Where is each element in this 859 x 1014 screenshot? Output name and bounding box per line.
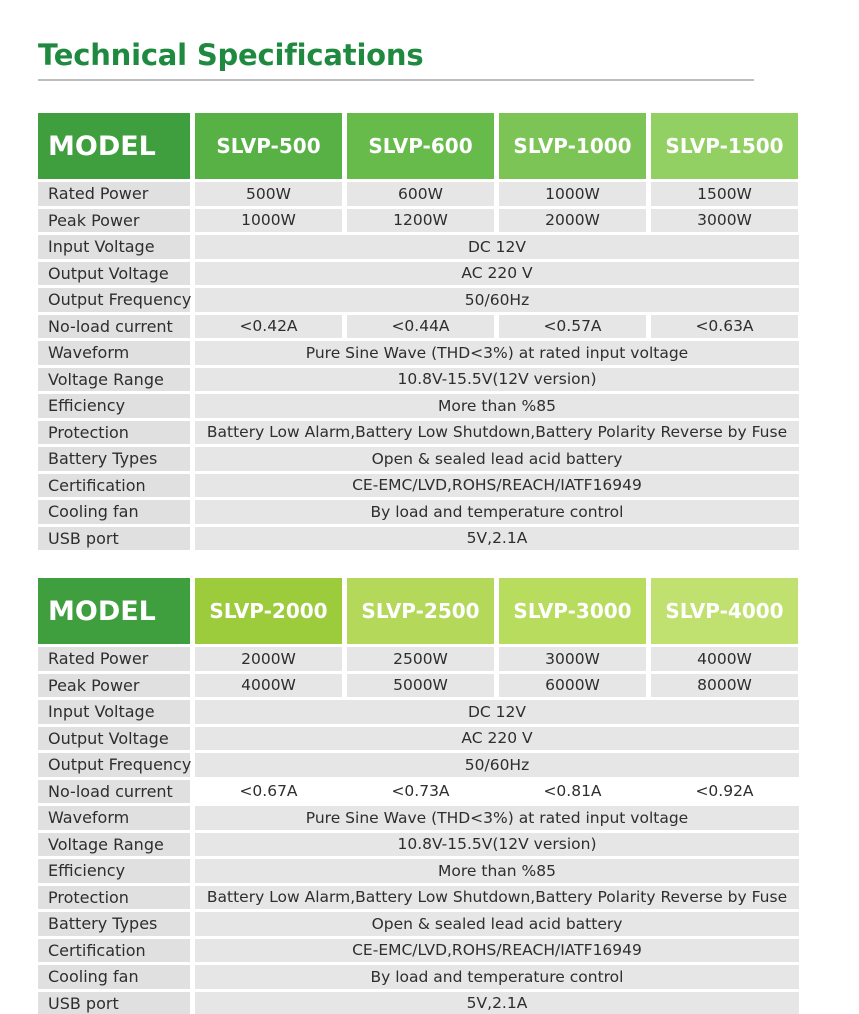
cell-value: <0.44A — [347, 315, 494, 339]
cell-value: More than %85 — [195, 394, 799, 418]
cell-value: 500W — [195, 182, 342, 206]
row-protection — [38, 886, 799, 910]
model-header-cell: SLVP-600 — [347, 113, 494, 179]
cell-value: 5000W — [347, 674, 494, 698]
cell-value: <0.92A — [651, 780, 798, 804]
row-label: Peak Power — [38, 209, 190, 233]
row-output-frequency — [38, 288, 799, 312]
row-label: No-load current — [38, 780, 190, 804]
cell-value: <0.67A — [195, 780, 342, 804]
row-label: Rated Power — [38, 182, 190, 206]
row-label: Waveform — [38, 341, 190, 365]
cell-value: <0.81A — [499, 780, 646, 804]
cell-value: CE-EMC/LVD,ROHS/REACH/IATF16949 — [195, 474, 799, 498]
row-label: Output Voltage — [38, 727, 190, 751]
cell-value: 4000W — [195, 674, 342, 698]
model-header: MODEL — [38, 578, 190, 644]
row-label: No-load current — [38, 315, 190, 339]
cell-value: <0.63A — [651, 315, 798, 339]
cell-value: 6000W — [499, 674, 646, 698]
row-waveform — [38, 341, 799, 365]
row-label: USB port — [38, 992, 190, 1014]
row-label: Battery Types — [38, 912, 190, 936]
cell-value: 10.8V-15.5V(12V version) — [195, 833, 799, 857]
row-no-load-current — [38, 315, 799, 339]
row-voltage-range — [38, 368, 799, 392]
row-efficiency — [38, 394, 799, 418]
row-efficiency — [38, 859, 799, 883]
cell-value: Battery Low Alarm,Battery Low Shutdown,Battery Polarity Reverse by Fuse — [195, 421, 799, 445]
cell-value: By load and temperature control — [195, 500, 799, 524]
row-output-frequency — [38, 753, 799, 777]
spec-table-1 — [38, 113, 799, 553]
row-label: USB port — [38, 527, 190, 551]
cell-value: 4000W — [651, 647, 798, 671]
cell-value: DC 12V — [195, 700, 799, 724]
row-label: Output Frequency — [38, 753, 190, 777]
row-input-voltage — [38, 700, 799, 724]
row-label: Certification — [38, 939, 190, 963]
row-label: Cooling fan — [38, 500, 190, 524]
cell-value: 1000W — [195, 209, 342, 233]
cell-value: <0.57A — [499, 315, 646, 339]
table-header-row — [38, 113, 799, 179]
row-label: Battery Types — [38, 447, 190, 471]
model-header: MODEL — [38, 113, 190, 179]
page-title: Technical Specifications — [38, 38, 424, 72]
cell-value: 3000W — [651, 209, 798, 233]
row-peak-power — [38, 674, 799, 698]
cell-value: More than %85 — [195, 859, 799, 883]
row-waveform — [38, 806, 799, 830]
cell-value: AC 220 V — [195, 262, 799, 286]
row-rated-power — [38, 647, 799, 671]
cell-value: <0.42A — [195, 315, 342, 339]
cell-value: 8000W — [651, 674, 798, 698]
cell-value: 2500W — [347, 647, 494, 671]
row-label: Protection — [38, 886, 190, 910]
cell-value: 600W — [347, 182, 494, 206]
cell-value: Battery Low Alarm,Battery Low Shutdown,Battery Polarity Reverse by Fuse — [195, 886, 799, 910]
row-label: Protection — [38, 421, 190, 445]
model-header-cell: SLVP-3000 — [499, 578, 646, 644]
row-label: Certification — [38, 474, 190, 498]
row-output-voltage — [38, 727, 799, 751]
cell-value: AC 220 V — [195, 727, 799, 751]
row-battery-types — [38, 912, 799, 936]
model-header-cell: SLVP-1500 — [651, 113, 798, 179]
row-label: Cooling fan — [38, 965, 190, 989]
row-label: Peak Power — [38, 674, 190, 698]
model-header-cell: SLVP-2000 — [195, 578, 342, 644]
model-header-cell: SLVP-1000 — [499, 113, 646, 179]
row-label: Efficiency — [38, 859, 190, 883]
cell-value: Pure Sine Wave (THD<3%) at rated input voltage — [195, 806, 799, 830]
cell-value: Pure Sine Wave (THD<3%) at rated input voltage — [195, 341, 799, 365]
row-certification — [38, 939, 799, 963]
cell-value: CE-EMC/LVD,ROHS/REACH/IATF16949 — [195, 939, 799, 963]
row-voltage-range — [38, 833, 799, 857]
model-header-cell: SLVP-4000 — [651, 578, 798, 644]
cell-value: 50/60Hz — [195, 288, 799, 312]
row-rated-power — [38, 182, 799, 206]
row-label: Rated Power — [38, 647, 190, 671]
title-divider — [38, 79, 754, 81]
cell-value: <0.73A — [347, 780, 494, 804]
model-header-cell: SLVP-2500 — [347, 578, 494, 644]
row-output-voltage — [38, 262, 799, 286]
row-usb-port — [38, 992, 799, 1014]
row-label: Output Frequency — [38, 288, 190, 312]
row-certification — [38, 474, 799, 498]
cell-value: 1000W — [499, 182, 646, 206]
cell-value: 5V,2.1A — [195, 527, 799, 551]
cell-value: 10.8V-15.5V(12V version) — [195, 368, 799, 392]
row-label: Waveform — [38, 806, 190, 830]
row-cooling-fan — [38, 965, 799, 989]
cell-value: Open & sealed lead acid battery — [195, 912, 799, 936]
row-protection — [38, 421, 799, 445]
model-header-cell: SLVP-500 — [195, 113, 342, 179]
cell-value: Open & sealed lead acid battery — [195, 447, 799, 471]
spec-table-2 — [38, 578, 799, 1014]
row-label: Voltage Range — [38, 368, 190, 392]
cell-value: DC 12V — [195, 235, 799, 259]
row-label: Input Voltage — [38, 235, 190, 259]
cell-value: 1200W — [347, 209, 494, 233]
cell-value: 2000W — [195, 647, 342, 671]
cell-value: By load and temperature control — [195, 965, 799, 989]
row-label: Voltage Range — [38, 833, 190, 857]
row-battery-types — [38, 447, 799, 471]
table-header-row — [38, 578, 799, 644]
row-no-load-current — [38, 780, 799, 804]
row-usb-port — [38, 527, 799, 551]
row-label: Input Voltage — [38, 700, 190, 724]
cell-value: 50/60Hz — [195, 753, 799, 777]
cell-value: 5V,2.1A — [195, 992, 799, 1014]
row-label: Efficiency — [38, 394, 190, 418]
cell-value: 2000W — [499, 209, 646, 233]
row-label: Output Voltage — [38, 262, 190, 286]
cell-value: 1500W — [651, 182, 798, 206]
row-cooling-fan — [38, 500, 799, 524]
row-peak-power — [38, 209, 799, 233]
cell-value: 3000W — [499, 647, 646, 671]
row-input-voltage — [38, 235, 799, 259]
